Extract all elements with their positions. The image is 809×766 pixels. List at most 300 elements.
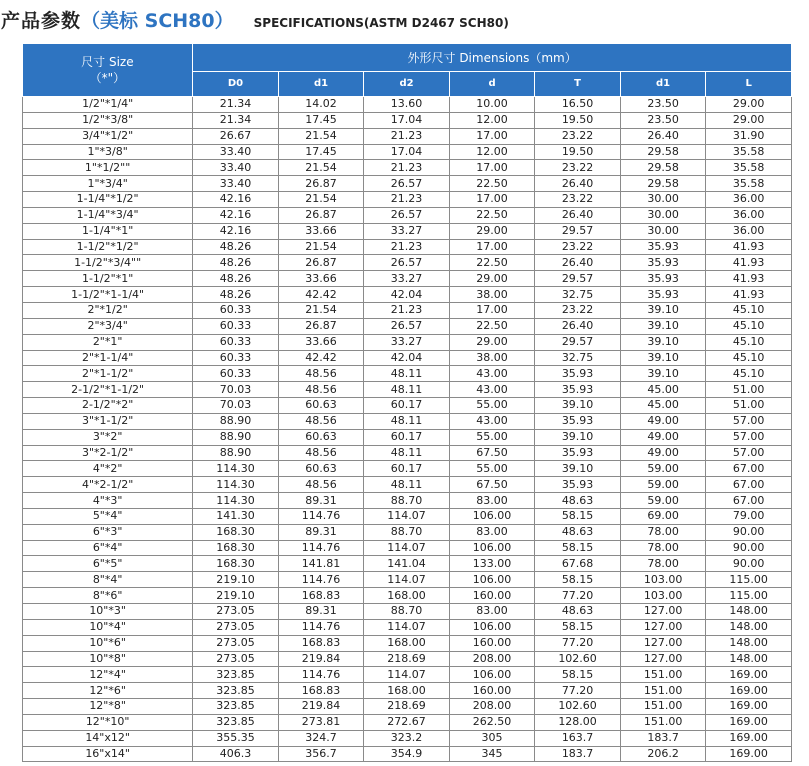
dimension-cell: 60.63 <box>278 429 364 445</box>
dimension-cell: 21.54 <box>278 160 364 176</box>
dimension-cell: 35.58 <box>706 176 792 192</box>
column-header-5: d1 <box>620 71 706 96</box>
dimension-cell: 19.50 <box>535 144 621 160</box>
size-cell: 1-1/2"*1-1/4" <box>23 287 193 303</box>
dimension-cell: 141.30 <box>193 508 279 524</box>
table-row <box>23 461 792 477</box>
dimension-cell: 22.50 <box>449 176 535 192</box>
dimension-cell: 206.2 <box>620 746 706 762</box>
dimension-cell: 141.04 <box>364 556 450 572</box>
dimension-cell: 89.31 <box>278 604 364 620</box>
size-cell: 1/2"*1/4" <box>23 97 193 113</box>
dimension-cell: 88.70 <box>364 493 450 509</box>
dimension-cell: 168.30 <box>193 556 279 572</box>
dimension-cell: 43.00 <box>449 413 535 429</box>
dimension-cell: 102.60 <box>535 651 621 667</box>
dimension-cell: 48.26 <box>193 239 279 255</box>
dimension-cell: 35.93 <box>620 271 706 287</box>
spec-table-body <box>23 97 792 762</box>
dimension-cell: 345 <box>449 746 535 762</box>
dimension-cell: 163.7 <box>535 730 621 746</box>
dimension-cell: 23.50 <box>620 112 706 128</box>
dimension-cell: 23.50 <box>620 97 706 113</box>
dimension-cell: 48.56 <box>278 477 364 493</box>
dimension-cell: 102.60 <box>535 699 621 715</box>
dimension-cell: 60.33 <box>193 334 279 350</box>
dimension-cell: 23.22 <box>535 239 621 255</box>
size-cell: 1-1/4"*3/4" <box>23 207 193 223</box>
size-cell: 3/4"*1/2" <box>23 128 193 144</box>
dimension-cell: 168.00 <box>364 588 450 604</box>
dimension-cell: 58.15 <box>535 508 621 524</box>
dimension-cell: 59.00 <box>620 461 706 477</box>
size-cell: 2-1/2"*2" <box>23 398 193 414</box>
dimension-cell: 17.00 <box>449 239 535 255</box>
paren-open: （ <box>81 10 101 32</box>
dimension-cell: 67.00 <box>706 477 792 493</box>
dimension-cell: 78.00 <box>620 524 706 540</box>
size-cell: 14"x12" <box>23 730 193 746</box>
dimension-cell: 29.00 <box>706 97 792 113</box>
size-header <box>23 44 193 97</box>
dimension-cell: 133.00 <box>449 556 535 572</box>
size-cell: 1-1/2"*1" <box>23 271 193 287</box>
dimension-cell: 114.30 <box>193 477 279 493</box>
column-header-0: D0 <box>193 71 279 96</box>
dimension-cell: 33.27 <box>364 223 450 239</box>
dimension-cell: 38.00 <box>449 287 535 303</box>
dimension-cell: 41.93 <box>706 271 792 287</box>
dimension-cell: 29.57 <box>535 271 621 287</box>
dimension-cell: 29.58 <box>620 176 706 192</box>
table-row <box>23 271 792 287</box>
size-cell: 1-1/4"*1" <box>23 223 193 239</box>
dimension-cell: 48.26 <box>193 287 279 303</box>
dimension-cell: 127.00 <box>620 619 706 635</box>
size-cell: 2"*1-1/2" <box>23 366 193 382</box>
size-cell: 4"*2-1/2" <box>23 477 193 493</box>
dimension-cell: 45.10 <box>706 302 792 318</box>
dimension-cell: 114.76 <box>278 667 364 683</box>
table-row <box>23 746 792 762</box>
size-cell: 12"*10" <box>23 714 193 730</box>
size-cell: 3"*1-1/2" <box>23 413 193 429</box>
dimension-cell: 77.20 <box>535 683 621 699</box>
dimension-cell: 324.7 <box>278 730 364 746</box>
dimension-cell: 58.15 <box>535 540 621 556</box>
dimension-cell: 114.07 <box>364 619 450 635</box>
dimension-cell: 23.22 <box>535 128 621 144</box>
dimension-cell: 168.83 <box>278 635 364 651</box>
table-row <box>23 112 792 128</box>
size-cell: 8"*4" <box>23 572 193 588</box>
dimension-cell: 17.45 <box>278 144 364 160</box>
dimension-cell: 21.23 <box>364 128 450 144</box>
dimension-cell: 70.03 <box>193 398 279 414</box>
table-row <box>23 350 792 366</box>
dimension-cell: 17.00 <box>449 302 535 318</box>
dimension-cell: 89.31 <box>278 524 364 540</box>
dimension-cell: 21.54 <box>278 239 364 255</box>
dimension-cell: 168.00 <box>364 683 450 699</box>
dimension-cell: 36.00 <box>706 223 792 239</box>
dimension-cell: 59.00 <box>620 493 706 509</box>
dimension-cell: 219.10 <box>193 572 279 588</box>
dimension-cell: 79.00 <box>706 508 792 524</box>
size-cell: 1"*3/4" <box>23 176 193 192</box>
table-row <box>23 144 792 160</box>
dimension-cell: 39.10 <box>535 461 621 477</box>
dimension-cell: 26.40 <box>620 128 706 144</box>
table-row <box>23 493 792 509</box>
dimension-cell: 67.68 <box>535 556 621 572</box>
dimension-cell: 19.50 <box>535 112 621 128</box>
dimension-cell: 83.00 <box>449 524 535 540</box>
dimension-cell: 35.93 <box>620 255 706 271</box>
dimension-cell: 83.00 <box>449 493 535 509</box>
dimension-cell: 58.15 <box>535 667 621 683</box>
dimension-cell: 148.00 <box>706 635 792 651</box>
dimension-cell: 35.58 <box>706 144 792 160</box>
dimension-cell: 67.00 <box>706 493 792 509</box>
dimension-cell: 60.33 <box>193 366 279 382</box>
dimension-cell: 48.63 <box>535 524 621 540</box>
dimension-cell: 43.00 <box>449 366 535 382</box>
size-cell: 12"*8" <box>23 699 193 715</box>
page-title-standard <box>81 6 234 33</box>
dimension-cell: 42.42 <box>278 287 364 303</box>
dimension-cell: 14.02 <box>278 97 364 113</box>
dimension-cell: 35.93 <box>535 477 621 493</box>
size-cell: 1"*1/2"" <box>23 160 193 176</box>
size-cell: 16"x14" <box>23 746 193 762</box>
dimension-cell: 323.2 <box>364 730 450 746</box>
dimension-cell: 114.30 <box>193 461 279 477</box>
dimension-cell: 169.00 <box>706 667 792 683</box>
table-row <box>23 382 792 398</box>
dimension-cell: 16.50 <box>535 97 621 113</box>
table-row <box>23 128 792 144</box>
dimension-cell: 77.20 <box>535 635 621 651</box>
dimension-cell: 33.66 <box>278 271 364 287</box>
dimension-cell: 26.87 <box>278 255 364 271</box>
dimension-cell: 114.07 <box>364 572 450 588</box>
dimension-cell: 60.17 <box>364 398 450 414</box>
dimension-cell: 26.87 <box>278 318 364 334</box>
dimension-cell: 43.00 <box>449 382 535 398</box>
table-row <box>23 683 792 699</box>
dimension-cell: 42.16 <box>193 192 279 208</box>
dimension-cell: 48.56 <box>278 445 364 461</box>
dimension-cell: 17.45 <box>278 112 364 128</box>
dimension-cell: 45.10 <box>706 366 792 382</box>
dimension-cell: 57.00 <box>706 429 792 445</box>
dimension-cell: 29.58 <box>620 160 706 176</box>
dimension-cell: 42.16 <box>193 207 279 223</box>
dimension-cell: 42.42 <box>278 350 364 366</box>
size-cell: 10"*6" <box>23 635 193 651</box>
dimension-cell: 58.15 <box>535 619 621 635</box>
table-row <box>23 334 792 350</box>
dimension-cell: 115.00 <box>706 588 792 604</box>
dimension-cell: 49.00 <box>620 445 706 461</box>
dimension-cell: 114.07 <box>364 508 450 524</box>
dimension-cell: 67.50 <box>449 445 535 461</box>
dimension-cell: 29.00 <box>449 223 535 239</box>
table-row <box>23 714 792 730</box>
dimension-cell: 356.7 <box>278 746 364 762</box>
dimension-cell: 57.00 <box>706 413 792 429</box>
dimension-cell: 13.60 <box>364 97 450 113</box>
table-row <box>23 429 792 445</box>
dimension-cell: 406.3 <box>193 746 279 762</box>
dimension-cell: 169.00 <box>706 683 792 699</box>
table-row <box>23 508 792 524</box>
dimension-cell: 48.56 <box>278 413 364 429</box>
dimension-cell: 23.22 <box>535 192 621 208</box>
dimension-cell: 17.00 <box>449 128 535 144</box>
dimension-cell: 106.00 <box>449 667 535 683</box>
dimension-cell: 26.87 <box>278 176 364 192</box>
dimension-cell: 33.66 <box>278 223 364 239</box>
dimension-cell: 35.93 <box>620 287 706 303</box>
dimension-cell: 21.23 <box>364 239 450 255</box>
size-cell: 10"*8" <box>23 651 193 667</box>
size-cell: 6"*4" <box>23 540 193 556</box>
dimension-cell: 60.33 <box>193 318 279 334</box>
table-row <box>23 413 792 429</box>
dimension-cell: 21.54 <box>278 128 364 144</box>
dimension-cell: 60.63 <box>278 461 364 477</box>
dimension-cell: 35.93 <box>620 239 706 255</box>
dimension-cell: 31.90 <box>706 128 792 144</box>
table-row <box>23 651 792 667</box>
dimension-cell: 89.31 <box>278 493 364 509</box>
dimension-cell: 273.05 <box>193 619 279 635</box>
table-row <box>23 540 792 556</box>
dimension-cell: 88.70 <box>364 524 450 540</box>
spec-subtitle: SPECIFICATIONS(ASTM D2467 SCH80) <box>253 16 509 30</box>
dimension-cell: 90.00 <box>706 524 792 540</box>
table-row <box>23 302 792 318</box>
dimension-cell: 77.20 <box>535 588 621 604</box>
dimension-cell: 106.00 <box>449 540 535 556</box>
dimension-cell: 21.23 <box>364 192 450 208</box>
dimension-cell: 41.93 <box>706 239 792 255</box>
dimension-cell: 26.40 <box>535 255 621 271</box>
dimension-cell: 51.00 <box>706 382 792 398</box>
dimension-cell: 151.00 <box>620 683 706 699</box>
dimension-cell: 273.05 <box>193 635 279 651</box>
dimension-cell: 114.30 <box>193 493 279 509</box>
table-row <box>23 176 792 192</box>
table-row <box>23 699 792 715</box>
dimension-cell: 355.35 <box>193 730 279 746</box>
dimension-cell: 183.7 <box>535 746 621 762</box>
dimension-cell: 208.00 <box>449 699 535 715</box>
table-row <box>23 556 792 572</box>
dimension-cell: 219.84 <box>278 699 364 715</box>
table-row <box>23 318 792 334</box>
dimension-cell: 60.63 <box>278 398 364 414</box>
dimension-cell: 45.10 <box>706 350 792 366</box>
dimension-cell: 59.00 <box>620 477 706 493</box>
dimension-cell: 26.67 <box>193 128 279 144</box>
dimension-cell: 26.40 <box>535 176 621 192</box>
dimensions-header: 外形尺寸 Dimensions（mm） <box>193 44 792 72</box>
dimension-cell: 26.40 <box>535 207 621 223</box>
dimension-cell: 70.03 <box>193 382 279 398</box>
dimension-cell: 55.00 <box>449 429 535 445</box>
table-row <box>23 604 792 620</box>
dimension-cell: 33.40 <box>193 160 279 176</box>
dimension-cell: 17.00 <box>449 192 535 208</box>
dimension-cell: 60.33 <box>193 350 279 366</box>
dimension-cell: 106.00 <box>449 508 535 524</box>
dimension-cell: 29.00 <box>449 271 535 287</box>
dimension-cell: 30.00 <box>620 207 706 223</box>
dimension-cell: 39.10 <box>620 334 706 350</box>
dimension-cell: 78.00 <box>620 540 706 556</box>
dimension-cell: 48.11 <box>364 382 450 398</box>
dimension-cell: 39.10 <box>620 366 706 382</box>
dimension-cell: 39.10 <box>535 429 621 445</box>
dimension-cell: 45.00 <box>620 382 706 398</box>
dimension-cell: 323.85 <box>193 683 279 699</box>
dimension-cell: 88.90 <box>193 429 279 445</box>
table-row <box>23 287 792 303</box>
dimension-cell: 169.00 <box>706 730 792 746</box>
dimension-cell: 17.04 <box>364 112 450 128</box>
dimension-cell: 262.50 <box>449 714 535 730</box>
dimension-cell: 26.57 <box>364 318 450 334</box>
dimension-cell: 218.69 <box>364 699 450 715</box>
table-row <box>23 192 792 208</box>
dimension-cell: 45.10 <box>706 318 792 334</box>
dimension-cell: 48.11 <box>364 445 450 461</box>
page-header <box>0 6 509 36</box>
spec-table <box>22 43 792 762</box>
dimension-cell: 323.85 <box>193 714 279 730</box>
table-row <box>23 477 792 493</box>
dimension-cell: 39.10 <box>620 302 706 318</box>
page-title: 产品参数 <box>1 10 82 32</box>
dimension-cell: 23.22 <box>535 302 621 318</box>
dimension-cell: 114.76 <box>278 619 364 635</box>
dimension-cell: 114.76 <box>278 540 364 556</box>
dimension-cell: 49.00 <box>620 429 706 445</box>
dimension-cell: 35.93 <box>535 382 621 398</box>
dimension-cell: 33.40 <box>193 144 279 160</box>
dimension-cell: 88.70 <box>364 604 450 620</box>
size-cell: 10"*3" <box>23 604 193 620</box>
dimension-cell: 55.00 <box>449 398 535 414</box>
table-row <box>23 445 792 461</box>
dimension-cell: 26.87 <box>278 207 364 223</box>
table-row <box>23 97 792 113</box>
dimension-cell: 219.84 <box>278 651 364 667</box>
size-cell: 12"*6" <box>23 683 193 699</box>
column-header-3: d <box>449 71 535 96</box>
dimension-cell: 33.27 <box>364 271 450 287</box>
dimension-cell: 21.23 <box>364 302 450 318</box>
size-cell: 10"*4" <box>23 619 193 635</box>
dimension-cell: 169.00 <box>706 699 792 715</box>
dimension-cell: 48.11 <box>364 413 450 429</box>
column-header-1: d1 <box>278 71 364 96</box>
dimension-cell: 36.00 <box>706 207 792 223</box>
dimension-cell: 106.00 <box>449 619 535 635</box>
column-header-6: L <box>706 71 792 96</box>
size-cell: 3"*2-1/2" <box>23 445 193 461</box>
dimension-cell: 22.50 <box>449 255 535 271</box>
dimension-cell: 219.10 <box>193 588 279 604</box>
dimension-cell: 21.54 <box>278 192 364 208</box>
table-row <box>23 619 792 635</box>
dimension-cell: 305 <box>449 730 535 746</box>
dimension-cell: 67.50 <box>449 477 535 493</box>
dimension-cell: 23.22 <box>535 160 621 176</box>
size-cell: 1-1/4"*1/2" <box>23 192 193 208</box>
dimension-cell: 48.56 <box>278 366 364 382</box>
spec-table-head <box>23 44 792 97</box>
dimension-cell: 42.04 <box>364 350 450 366</box>
dimension-cell: 39.10 <box>620 350 706 366</box>
dimension-cell: 169.00 <box>706 746 792 762</box>
dimension-cell: 160.00 <box>449 683 535 699</box>
dimension-cell: 39.10 <box>620 318 706 334</box>
table-row <box>23 207 792 223</box>
dimension-cell: 78.00 <box>620 556 706 572</box>
dimension-cell: 115.00 <box>706 572 792 588</box>
dimension-cell: 354.9 <box>364 746 450 762</box>
column-header-2: d2 <box>364 71 450 96</box>
dimension-cell: 29.57 <box>535 334 621 350</box>
dimension-cell: 22.50 <box>449 318 535 334</box>
standard-label: 美标 SCH80 <box>100 10 215 32</box>
dimension-cell: 60.17 <box>364 429 450 445</box>
dimension-cell: 29.00 <box>706 112 792 128</box>
table-row <box>23 398 792 414</box>
table-row <box>23 730 792 746</box>
dimension-cell: 41.93 <box>706 255 792 271</box>
dimension-cell: 114.07 <box>364 667 450 683</box>
dimension-cell: 55.00 <box>449 461 535 477</box>
size-cell: 2-1/2"*1-1/2" <box>23 382 193 398</box>
dimension-cell: 148.00 <box>706 651 792 667</box>
dimension-cell: 48.11 <box>364 366 450 382</box>
dimension-cell: 35.93 <box>535 413 621 429</box>
dimension-cell: 127.00 <box>620 604 706 620</box>
dimension-cell: 26.57 <box>364 176 450 192</box>
dimension-cell: 33.40 <box>193 176 279 192</box>
dimension-cell: 35.93 <box>535 366 621 382</box>
table-row <box>23 239 792 255</box>
dimension-cell: 21.23 <box>364 160 450 176</box>
dimension-cell: 38.00 <box>449 350 535 366</box>
dimension-cell: 35.58 <box>706 160 792 176</box>
dimension-cell: 88.90 <box>193 445 279 461</box>
table-row <box>23 635 792 651</box>
size-cell: 6"*5" <box>23 556 193 572</box>
dimension-cell: 60.33 <box>193 302 279 318</box>
dimension-cell: 169.00 <box>706 714 792 730</box>
dimension-cell: 26.40 <box>535 318 621 334</box>
table-row <box>23 667 792 683</box>
dimension-cell: 30.00 <box>620 223 706 239</box>
dimension-cell: 48.26 <box>193 271 279 287</box>
dimension-cell: 45.00 <box>620 398 706 414</box>
